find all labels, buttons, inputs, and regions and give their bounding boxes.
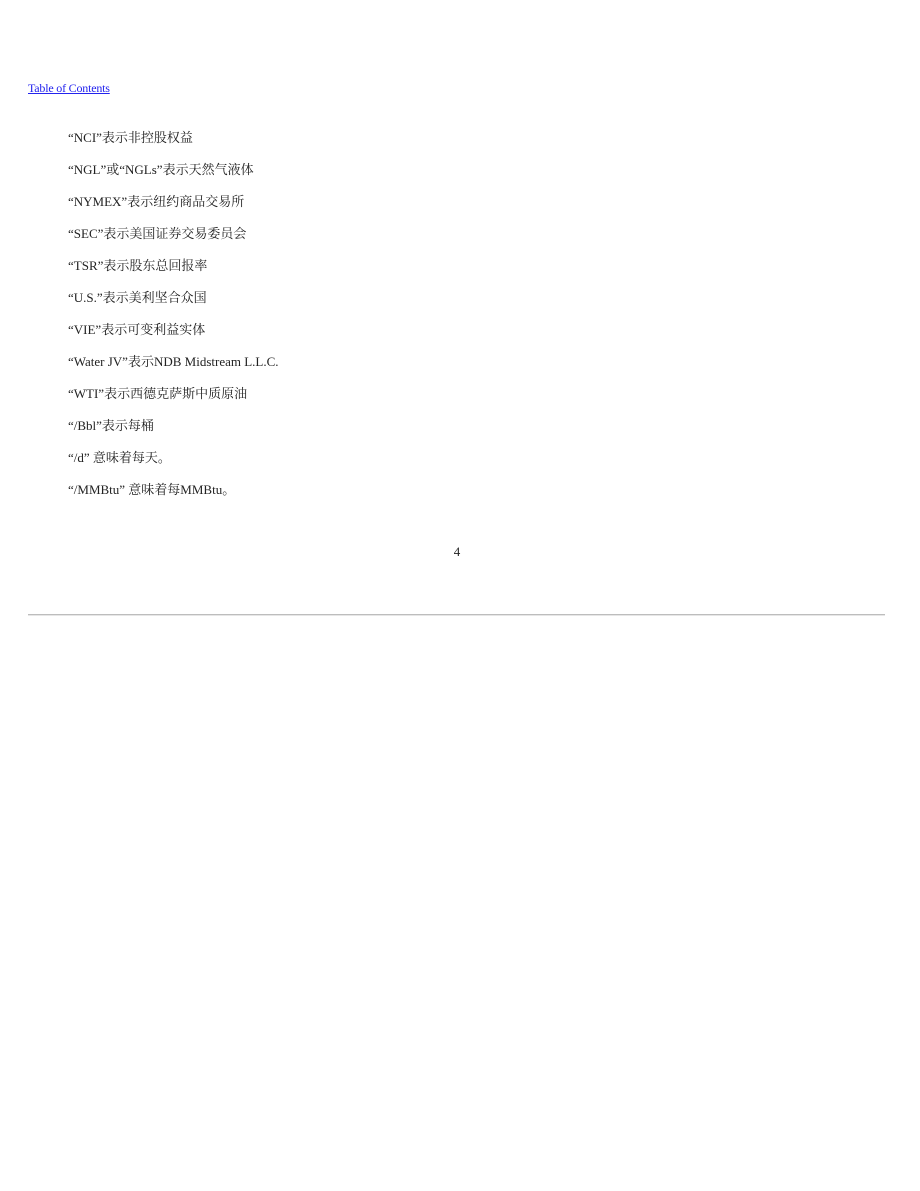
definition-per-mmbtu: “/MMBtu” 意味着每MMBtu。 [68,482,236,497]
definition-sec: “SEC”表示美国证券交易委员会 [68,226,247,241]
definition-nymex: “NYMEX”表示纽约商品交易所 [68,194,245,209]
definition-per-day: “/d” 意味着每天。 [68,450,171,465]
definitions-list [68,128,279,512]
definition-us: “U.S.”表示美利坚合众国 [68,290,207,305]
definition-water-jv: “Water JV”表示NDB Midstream L.L.C. [68,354,279,369]
definition-ngl: “NGL”或“NGLs”表示天然气液体 [68,162,254,177]
definition-vie: “VIE”表示可变利益实体 [68,322,206,337]
page-divider [28,614,885,616]
page-number: 4 [453,544,461,559]
definition-per-bbl: “/Bbl”表示每桶 [68,418,154,433]
definition-tsr: “TSR”表示股东总回报率 [68,258,208,273]
definition-wti: “WTI”表示西德克萨斯中质原油 [68,386,248,401]
table-of-contents-link[interactable]: Table of Contents [28,81,110,95]
definition-nci: “NCI”表示非控股权益 [68,130,193,145]
